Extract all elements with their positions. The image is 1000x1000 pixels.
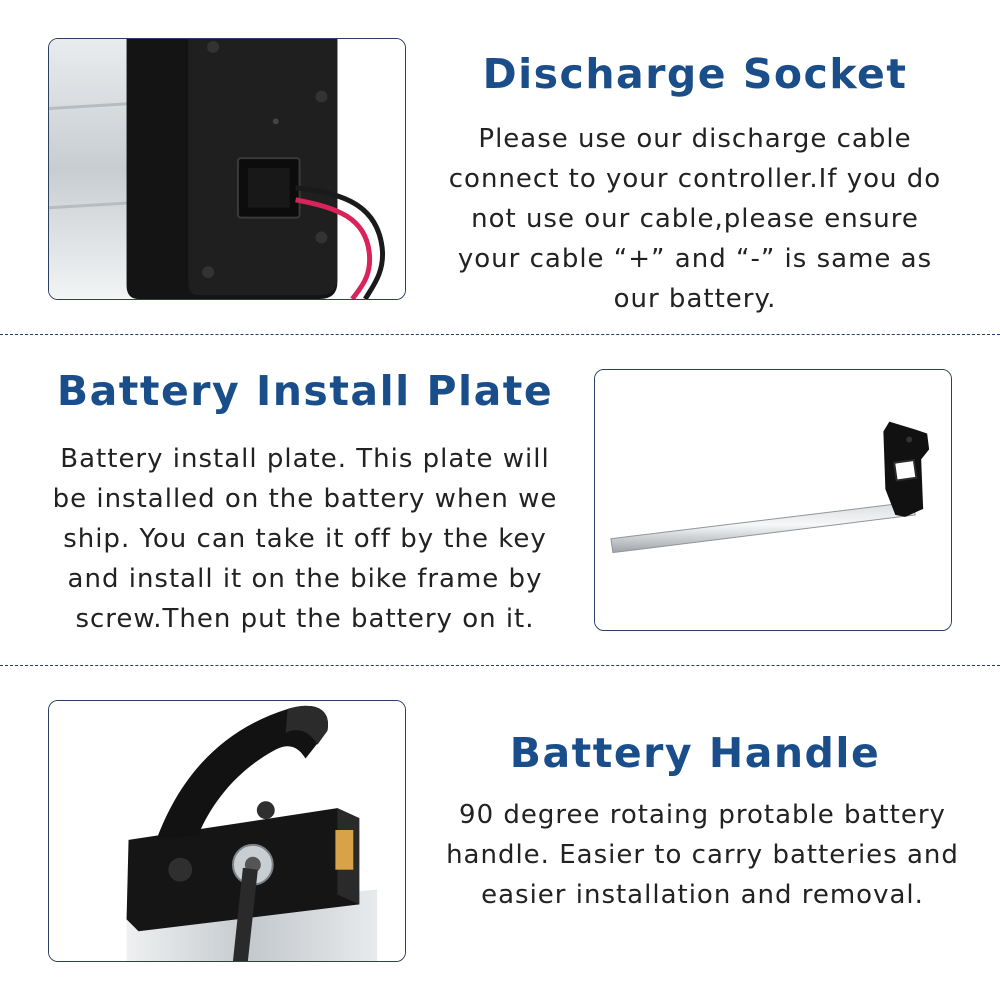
description-line: be installed on the battery when we xyxy=(52,484,558,514)
section-description-battery-handle xyxy=(410,795,995,915)
description-line: easier installation and removal. xyxy=(481,880,924,910)
section-description-install-plate xyxy=(15,439,595,639)
discharge-socket-photo xyxy=(48,38,406,300)
battery-handle-photo xyxy=(48,700,406,962)
description-line: 90 degree rotaing protable battery xyxy=(459,800,946,830)
description-line: and install it on the bike frame by xyxy=(67,564,543,594)
description-line: your cable “+” and “-” is same as xyxy=(457,244,933,274)
section-title-discharge-socket: Discharge Socket xyxy=(482,50,908,98)
description-line: handle. Easier to carry batteries and xyxy=(446,840,959,870)
section-divider xyxy=(0,665,1000,666)
section-divider xyxy=(0,334,1000,335)
description-line: connect to your controller.If you do xyxy=(448,164,942,194)
section-title-install-plate: Battery Install Plate xyxy=(56,367,554,415)
section-title-battery-handle: Battery Handle xyxy=(509,729,881,777)
description-line: our battery. xyxy=(613,284,777,314)
description-line: Please use our discharge cable xyxy=(478,124,912,154)
description-line: Battery install plate. This plate will xyxy=(60,444,550,474)
description-line: ship. You can take it off by the key xyxy=(63,524,547,554)
install-plate-photo xyxy=(594,369,952,631)
description-line: not use our cable,please ensure xyxy=(471,204,919,234)
section-description-discharge-socket xyxy=(415,119,975,319)
description-line: screw.Then put the battery on it. xyxy=(75,604,535,634)
